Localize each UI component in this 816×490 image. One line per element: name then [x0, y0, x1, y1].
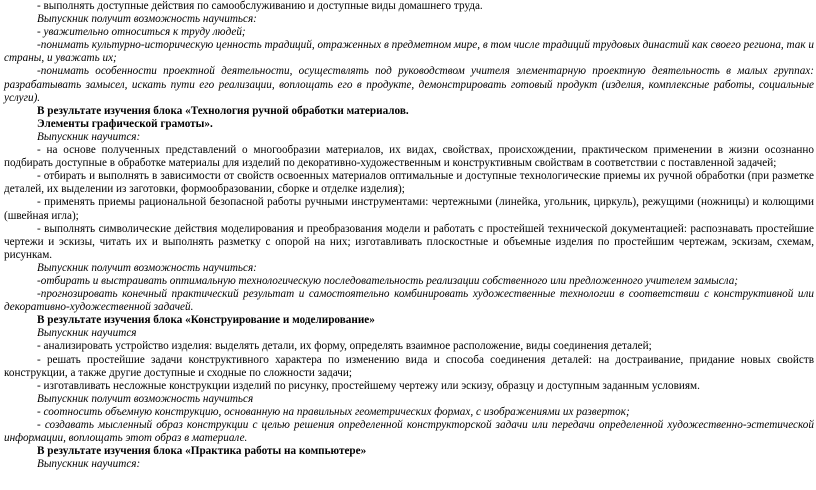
paragraph: - соотносить объемную конструкцию, основанную на правильных геометрических формах, с изображениями их разверток;: [37, 405, 630, 418]
paragraph: - применять приемы рациональной безопасной работы ручными инструментами: чертежными (линейка, угольник, циркуль), режущими (ножницы) и колющими (швейная игла);: [4, 196, 814, 222]
paragraph: - выполнять символические действия моделирования и преобразования модели и работать с простейшей технической документацией: распознавать простейшие чертежи и эскизы, читать их и выполнять разметку с опорой на них; изготавливать плоскостные и объемные изделия по простейшим чертежам, эскизам, схемам, рисункам.: [4, 222, 814, 261]
paragraph: Выпускник получит возможность научиться:: [37, 261, 257, 274]
paragraph: В результате изучения блока «Конструирование и моделирование»: [37, 314, 375, 327]
paragraph: Выпускник научится:: [37, 130, 141, 143]
paragraph: -понимать особенности проектной деятельности, осуществлять под руководством учителя элементарную проектную деятельность в малых группах: разрабатывать замысел, искать пути его реализации, воплощать его в продукте, демонстрировать готовый продукт (изделия, комплексные работы, социальные услуги).: [4, 65, 814, 104]
paragraph: -отбирать и выстраивать оптимальную технологическую последовательность реализации собственного или предложенного учителем замысла;: [37, 274, 739, 287]
paragraph: Выпускник научится:: [37, 458, 141, 471]
paragraph: В результате изучения блока «Технология ручной обработки материалов.: [37, 104, 409, 117]
paragraph: Выпускник получит возможность научиться: [37, 392, 254, 405]
paragraph: - изготавливать несложные конструкции изделий по рисунку, простейшему чертежу или эскизу, образцу и доступным заданным условиям.: [37, 379, 700, 392]
paragraph: Элементы графической грамоты».: [37, 117, 213, 130]
paragraph: -понимать культурно-историческую ценность традиций, отраженных в предметном мире, в том числе традиций трудовых династий как своего региона, так и страны, и уважать их;: [4, 39, 814, 65]
paragraph: Выпускник научится: [37, 327, 137, 340]
paragraph: - отбирать и выполнять в зависимости от свойств освоенных материалов оптимальные и доступные технологические приемы их ручной обработки (при разметке деталей, их выделении из заготовки, формообразовании, сборке и отделке изделия);: [4, 170, 814, 196]
paragraph: - на основе полученных представлений о многообразии материалов, их видах, свойствах, происхождении, практическом применении в жизни осознанно подбирать доступные в обработке материалы для изделий по декоративно-художественным и конструктивным свойствам в соответствии с поставленной задачей;: [4, 144, 814, 170]
paragraph: - решать простейшие задачи конструктивного характера по изменению вида и способа соединения деталей: на достраивание, придание новых свойств конструкции, а также другие доступные и сходные по сложности задачи;: [4, 353, 814, 379]
paragraph: - уважительно относиться к труду людей;: [37, 26, 246, 39]
paragraph: - создавать мысленный образ конструкции с целью решения определенной конструкторской задачи или передачи определенной художественно-эстетической информации, воплощать этот образ в материале.: [4, 419, 814, 445]
paragraph: - анализировать устройство изделия: выделять детали, их форму, определять взаимное расположение, виды соединения деталей;: [37, 340, 652, 353]
paragraph: -прогнозировать конечный практический результат и самостоятельно комбинировать художественные технологии в соответствии с конструктивной или декоративно-художественной задачей.: [4, 288, 814, 314]
paragraph: - выполнять доступные действия по самообслуживанию и доступные виды домашнего труда.: [37, 0, 483, 12]
paragraph: Выпускник получит возможность научиться:: [37, 13, 257, 26]
paragraph: В результате изучения блока «Практика работы на компьютере»: [37, 445, 367, 458]
